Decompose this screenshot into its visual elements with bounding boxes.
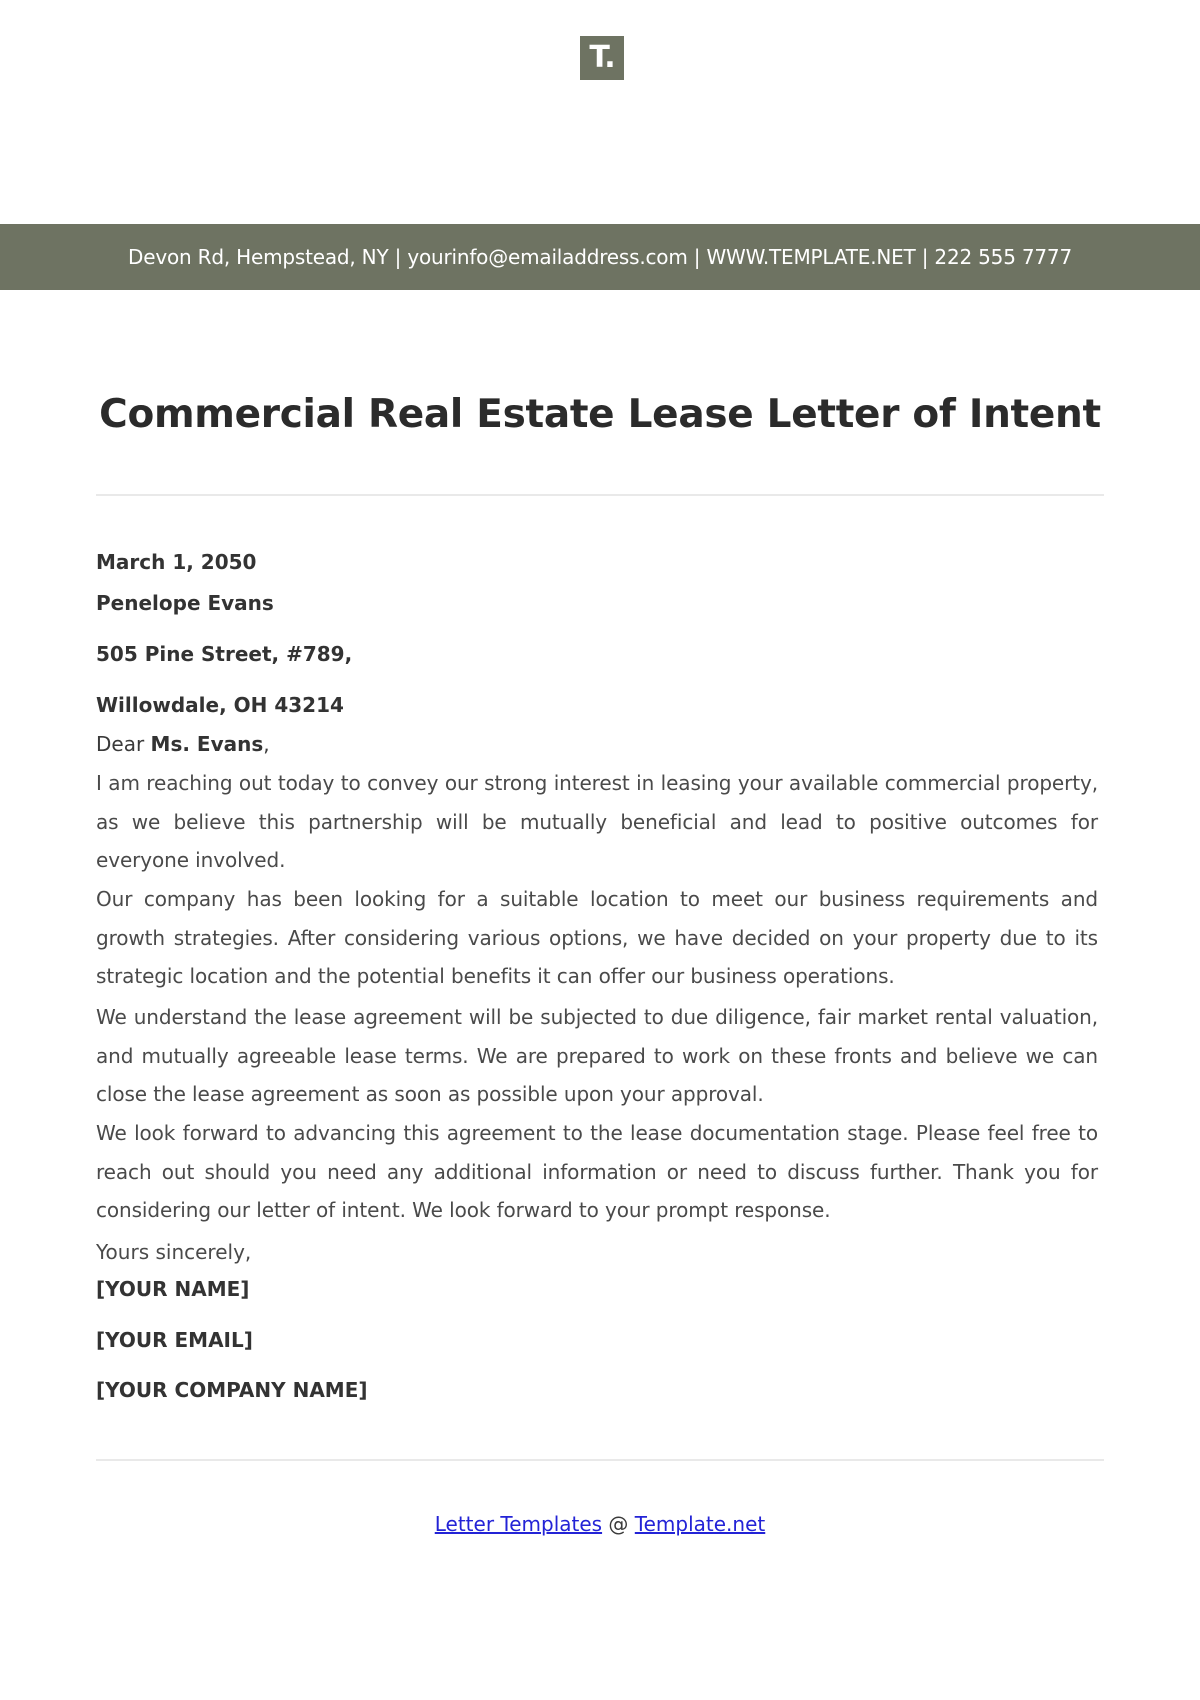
letter-templates-link[interactable]: Letter Templates [434,1512,603,1536]
letter-date: March 1, 2050 [96,550,257,574]
footer-separator: @ [602,1512,635,1536]
divider [96,1459,1104,1461]
template-logo: T. [580,36,624,80]
recipient-address-line2: Willowdale, OH 43214 [96,693,344,717]
divider [96,494,1104,496]
recipient-address-line1: 505 Pine Street, #789, [96,642,353,666]
recipient-name: Penelope Evans [96,591,274,615]
signature-email: [YOUR EMAIL] [96,1328,253,1352]
template-net-link[interactable]: Template.net [634,1512,766,1536]
salutation-name: Ms. Evans [150,732,264,756]
body-paragraph: We look forward to advancing this agreement to the lease documentation stage. Please feel free to reach out should you need any additional information or need to discuss further. Thank you for considering our letter of intent. We look forward to your prompt response. [96,1121,1098,1222]
body-paragraph: Our company has been looking for a suitable location to meet our business requirements and growth strategies. After considering various options, we have decided on your property due to its strategic location and the potential benefits it can offer our business operations. [96,887,1098,988]
letter-title: Commercial Real Estate Lease Letter of Intent [99,392,1101,437]
closing: Yours sincerely, [96,1240,252,1264]
signature-company: [YOUR COMPANY NAME] [96,1378,368,1402]
salutation-prefix: Dear [96,732,151,756]
signature-name: [YOUR NAME] [96,1277,250,1301]
body-paragraph: I am reaching out today to convey our strong interest in leasing your available commercial property, as we believe this partnership will be mutually beneficial and lead to positive outcomes for everyone involved. [96,771,1098,872]
body-paragraph: We understand the lease agreement will be subjected to due diligence, fair market rental valuation, and mutually agreeable lease terms. We are prepared to work on these fronts and believe we can close the lease agreement as soon as possible upon your approval. [96,1005,1098,1106]
footer [0,1512,1200,1536]
contact-info-bar: Devon Rd, Hempstead, NY | yourinfo@emailaddress.com | WWW.TEMPLATE.NET | 222 555 7777 [0,224,1200,290]
salutation-suffix: , [263,732,270,756]
salutation [96,732,270,756]
